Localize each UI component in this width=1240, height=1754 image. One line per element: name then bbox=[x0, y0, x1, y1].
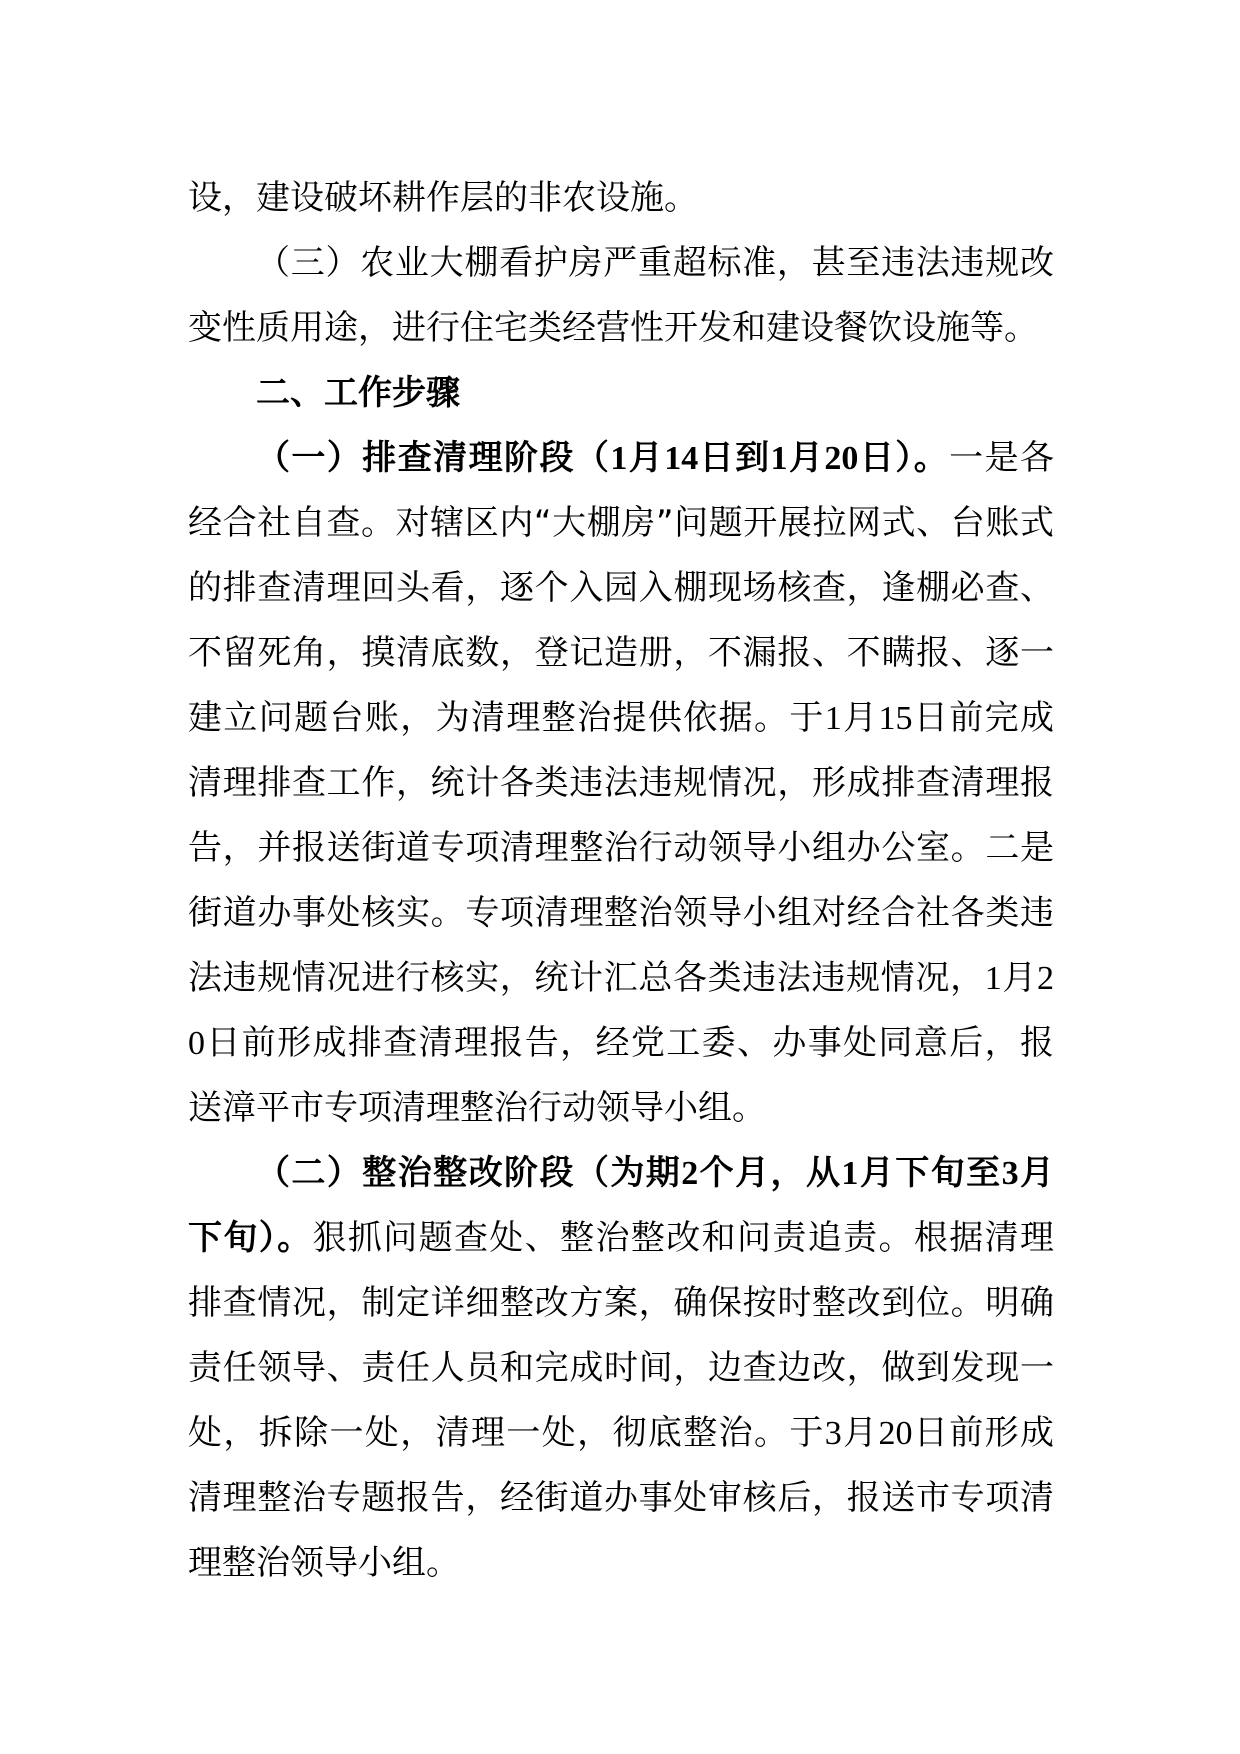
stage-title-part: 月 bbox=[787, 438, 825, 478]
paragraph-rectification-stage bbox=[188, 1141, 1054, 1596]
stage-title-number: 2 bbox=[681, 1155, 699, 1192]
stage-title-number: 1 bbox=[770, 440, 788, 477]
stage-title-part: 日）。 bbox=[858, 438, 950, 478]
paragraph-continuation bbox=[188, 166, 1054, 231]
stage-title-number: 1 bbox=[610, 440, 628, 477]
paragraph-text: 日前形成排查清理报告，经党工委、办事处同意后，报送漳平市专项清理整治行动领导小组。 bbox=[188, 1023, 1054, 1128]
paragraph-text: 狠抓问题查处、整治整改和问责追责。根据清理排查情况，制定详细整改方案，确保按时整改到位。明确责任领导、责任人员和完成时间，边查边改，做到发现一处，拆除一处，清理一处，彻底整治。于 bbox=[188, 1218, 1054, 1453]
paragraph-text: 设，建设破坏耕作层的非农设施。 bbox=[188, 178, 698, 218]
paragraph-investigation-stage bbox=[188, 426, 1054, 1141]
stage-title-part: 月下旬）。 bbox=[188, 1153, 1055, 1258]
paragraph-text: 日前形成清理整治专题报告，经街道办事处审核后，报送市专项清理整治领导小组。 bbox=[188, 1413, 1054, 1583]
paragraph-text: 日前完成清理排查工作，统计各类违法违规情况，形成排查清理报告，并报送街道专项清理整治行动领导小组办公室。二是街道办事处核实。专项清理整治领导小组对经合社各类违法违规情况进行核实，统计汇总各类违法违规情况， bbox=[188, 698, 1054, 998]
stage-title-number: 20 bbox=[824, 440, 859, 477]
stage-title-number: 3 bbox=[1001, 1155, 1019, 1192]
date-number: 20 bbox=[188, 960, 1054, 1062]
date-number: 3 bbox=[824, 1415, 842, 1452]
date-number: 15 bbox=[878, 700, 913, 737]
date-number: 20 bbox=[878, 1415, 913, 1452]
paragraph-text: 一是各经合社自查。对辖区内“大棚房”问题开展拉网式、台账式的排查清理回头看，逐个入园入棚现场核查，逢棚必查、不留死角，摸清底数，登记造册，不漏报、不瞒报、逐一建立问题台账，为清理整治提供依据。于 bbox=[188, 438, 1055, 738]
document-body bbox=[188, 166, 1054, 1596]
paragraph-text: （三）农业大棚看护房严重超标准，甚至违法违规改变性质用途，进行住宅类经营性开发和建设餐饮设施等。 bbox=[188, 243, 1054, 348]
stage-title-part: 日到 bbox=[698, 438, 771, 478]
stage-title-part: 个月，从 bbox=[698, 1153, 842, 1193]
paragraph-item-three bbox=[188, 231, 1054, 361]
paragraph-text: 月 bbox=[841, 1413, 879, 1453]
paragraph-text: 月 bbox=[841, 698, 879, 738]
stage-title-part: （二）整治整改阶段（为期 bbox=[256, 1153, 682, 1193]
date-number: 1 bbox=[824, 700, 842, 737]
paragraph-text: 月 bbox=[1001, 958, 1037, 998]
section-heading-work-steps: 二、工作步骤 bbox=[256, 373, 460, 413]
stage-title-number: 14 bbox=[664, 440, 699, 477]
stage-title-part: （一）排查清理阶段（ bbox=[256, 438, 611, 478]
stage-title-part: 月下旬至 bbox=[858, 1153, 1002, 1193]
stage-title-part: 月 bbox=[627, 438, 665, 478]
date-number: 1 bbox=[984, 960, 1002, 997]
stage-title-number: 1 bbox=[841, 1155, 859, 1192]
